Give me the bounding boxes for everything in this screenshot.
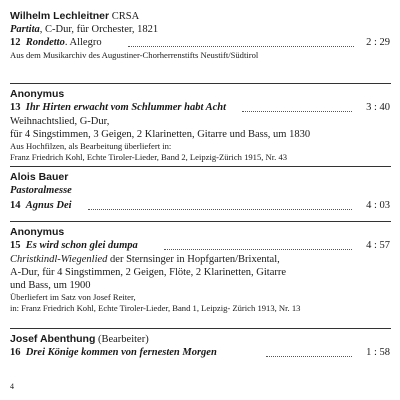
track-duration: 1 : 58 — [363, 346, 390, 360]
track-duration: 4 : 57 — [363, 239, 390, 253]
divider — [10, 221, 391, 222]
track-duration: 3 : 40 — [363, 101, 390, 115]
composer-name: Anonymus — [10, 226, 65, 238]
composer-name: Josef Abenthung (Bearbeiter) — [10, 333, 149, 345]
track-14: 14 Agnus Dei 4 : 03 — [10, 200, 390, 211]
source-note: Überliefert im Satz von Josef Reiter, — [10, 292, 136, 302]
dot-leader — [128, 46, 354, 47]
dot-leader — [242, 111, 352, 112]
work-title: Partita, C-Dur, für Orchester, 1821 — [10, 24, 159, 35]
composer-name: Anonymus — [10, 88, 65, 100]
dot-leader — [88, 209, 352, 210]
entry-lechleitner — [10, 10, 390, 61]
source-note: Aus dem Musikarchiv des Augustiner-Chorherrenstifts Neustift/Südtirol — [10, 50, 259, 60]
page-number: 4 — [10, 382, 14, 391]
description-line: und Bass, um 1900 — [10, 280, 91, 291]
divider — [10, 328, 391, 329]
composer-name: Wilhelm Lechleitner CRSA — [10, 10, 140, 22]
description-line: A-Dur, für 4 Singstimmen, 2 Geigen, Flöte, 2 Klarinetten, Gitarre — [10, 267, 287, 278]
track-15: 15 Es wird schon glei dumpa 4 : 57 — [10, 240, 390, 251]
track-duration: 4 : 03 — [363, 199, 390, 213]
work-title: Pastoralmesse — [10, 185, 72, 196]
entry-anonymus-15 — [10, 226, 390, 314]
divider — [10, 83, 391, 84]
composer-name: Alois Bauer — [10, 171, 69, 183]
dot-leader — [164, 249, 352, 250]
description-line: für 4 Singstimmen, 3 Geigen, 2 Klarinetten, Gitarre und Bass, um 1830 — [10, 129, 311, 140]
entry-abenthung — [10, 333, 390, 360]
source-note: in: Franz Friedrich Kohl, Echte Tiroler-Lieder, Band 1, Leipzig- Zürich 1913, Nr. 13 — [10, 303, 301, 313]
description-line: Christkindl-Wiegenlied der Sternsinger in Hopfgarten/Brixental, — [10, 254, 280, 265]
description-line: Weihnachtslied, G-Dur, — [10, 116, 110, 127]
track-12: 12 Rondetto. Allegro 2 : 29 — [10, 37, 390, 48]
track-duration: 2 : 29 — [363, 36, 390, 50]
entry-anonymus-13 — [10, 88, 390, 163]
source-note: Aus Hochfilzen, als Bearbeitung überliefert in: — [10, 141, 172, 151]
dot-leader — [266, 356, 352, 357]
track-16: 16 Drei Könige kommen von fernesten Morgen 1 : 58 — [10, 347, 390, 358]
source-note: Franz Friedrich Kohl, Echte Tiroler-Lieder, Band 2, Leipzig-Zürich 1915, Nr. 43 — [10, 152, 288, 162]
divider — [10, 166, 391, 167]
track-13: 13 Ihr Hirten erwacht vom Schlummer habt Acht 3 : 40 — [10, 102, 390, 113]
entry-bauer — [10, 171, 390, 213]
